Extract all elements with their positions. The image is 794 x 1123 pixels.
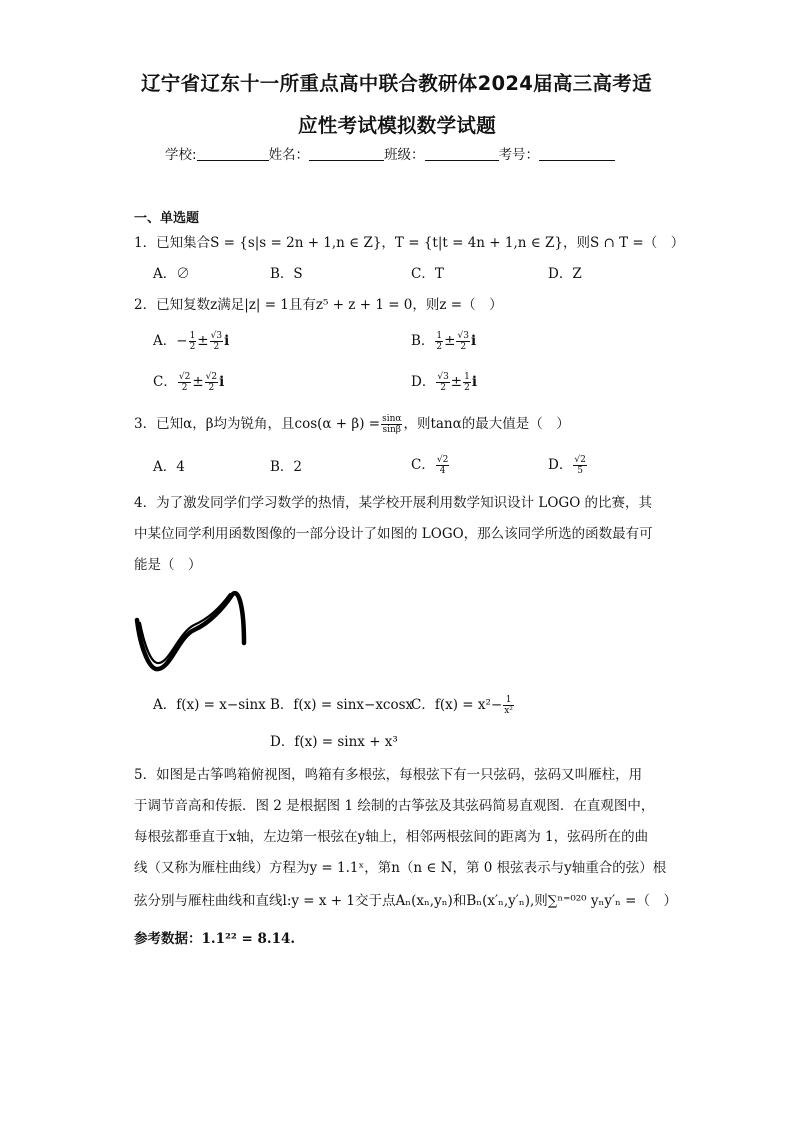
q2-b-frac2-num: √3 [457, 331, 469, 341]
q2-option-c [153, 372, 224, 393]
q3-option-b: B．2 [270, 459, 303, 475]
logo-curve-outer [137, 593, 244, 669]
q3-d-num: √2 [574, 455, 586, 465]
q4-option-d: D．f(x) = sinx + x³ [270, 734, 398, 750]
q3-frac-num: sinα [382, 414, 402, 424]
q2-b-frac1 [435, 331, 443, 352]
q1-option-c: C．T [411, 266, 444, 282]
class-label: 班级： [384, 147, 425, 163]
title-line-1: 辽宁省辽东十一所重点高中联合教研体2024届高三高考适 [141, 72, 652, 95]
q3-c-num: √2 [436, 455, 449, 465]
q4-c-num: 1 [503, 695, 514, 706]
section-heading: 一、单选题 [134, 211, 200, 226]
logo-curve-inner [140, 594, 230, 663]
q4-line-1: 4．为了激发同学们学习数学的热情，某学校开展利用数学知识设计 LOGO 的比赛，其 [134, 495, 653, 511]
q1-option-b: B．S [270, 266, 303, 282]
q2-b-unit: i [470, 333, 477, 349]
q2-b-frac2-den: 2 [460, 342, 467, 352]
q2-a-frac1 [189, 331, 197, 352]
name-blank[interactable] [309, 146, 384, 161]
q4-line-3: 能是（ ） [134, 557, 202, 573]
q2-c-label: C． [153, 374, 177, 390]
q2-c-frac2 [205, 372, 218, 393]
exam-number-label: 考号： [498, 147, 540, 163]
q2-d-frac1 [436, 372, 449, 393]
q3-option-a: A．4 [153, 459, 185, 475]
q5-line-4: 线（又称为雁柱曲线）方程为y = 1.1ˣ，第n（n ∈ N，第 0 根弦表示与y轴重合的弦）根 [134, 860, 667, 876]
q4-option-a: A．f(x) = x−sinx [153, 697, 266, 713]
q3-frac-den: sinβ [382, 425, 402, 435]
q3-c-frac [436, 455, 449, 476]
q2-a-unit: i [224, 333, 230, 349]
q2-option-d [411, 372, 477, 393]
q2-stem: 2．已知复数z满足|z| = 1且有z⁵ + z + 1 = 0，则z =（ ） [134, 297, 503, 313]
q3-option-c [411, 455, 450, 476]
q2-b-frac1-num: 1 [436, 331, 443, 341]
q2-d-frac1-num: √3 [437, 372, 449, 382]
q4-line-2: 中某位同学利用函数图像的一部分设计了如图的 LOGO，那么该同学所选的函数最有可 [134, 526, 653, 542]
class-blank[interactable] [425, 146, 499, 161]
q2-a-frac1-den: 2 [189, 342, 196, 352]
q3-stem-a: 3．已知α，β均为锐角，且cos(α + β) = [134, 416, 381, 432]
q2-c-frac2-den: 2 [208, 383, 215, 393]
q2-b-frac2 [456, 331, 469, 352]
q2-b-pm: ± [444, 333, 456, 349]
q2-a-frac1-num: 1 [189, 331, 196, 341]
q5-reference-data: 参考数据：1.1²² = 8.14. [134, 931, 296, 947]
q2-b-label: B． [411, 333, 435, 349]
q1-option-d: D．Z [548, 266, 582, 282]
q1-option-a: A．∅ [153, 266, 190, 282]
q2-c-frac2-num: √2 [205, 372, 218, 382]
q4-c-den: x² [504, 706, 513, 716]
q2-a-frac2 [210, 331, 223, 352]
info-row [165, 143, 615, 163]
q4-option-c [411, 695, 515, 716]
q5-line-3: 每根弦都垂直于x轴，左边第一根弦在y轴上，相邻两根弦间的距离为 1，弦码所在的曲 [134, 829, 649, 845]
school-label: 学校: [165, 147, 197, 163]
q2-a-label: A． [153, 333, 177, 349]
q3-c-label: C． [411, 457, 435, 473]
q2-d-frac2-den: 2 [464, 383, 470, 393]
q2-a-frac2-num: √3 [210, 331, 223, 341]
q1-stem: 1．已知集合S = {s|s = 2n + 1,n ∈ Z}，T = {t|t = 4n + 1,n ∈ Z}，则S ∩ T =（ ） [134, 235, 685, 251]
q2-c-frac1 [178, 372, 191, 393]
logo-figure [128, 585, 253, 680]
q2-d-unit: i [471, 374, 477, 390]
q3-d-label: D． [548, 457, 573, 473]
q2-d-label: D． [411, 374, 436, 390]
q2-c-frac1-num: √2 [178, 372, 191, 382]
q2-c-pm: ± [192, 374, 204, 390]
q4-c-frac [503, 695, 514, 716]
q2-d-pm: ± [450, 374, 463, 390]
q3-stem-b: ，则tanα的最大值是（ ） [403, 416, 570, 432]
q2-b-frac1-den: 2 [436, 342, 443, 352]
q3-d-frac [573, 455, 586, 476]
q5-line-2: 于调节音高和传振．图 2 是根据图 1 绘制的古筝弦及其弦码简易直观图．在直观图中， [134, 798, 655, 814]
q2-d-frac1-den: 2 [440, 383, 446, 393]
q3-stem [134, 414, 570, 435]
q3-frac [381, 414, 402, 435]
q2-option-b [411, 331, 476, 352]
q3-c-den: 4 [439, 466, 446, 476]
q2-a-pm: ± [197, 333, 209, 349]
title-line-2: 应性考试模拟数学试题 [298, 114, 497, 137]
q4-option-b: B．f(x) = sinx−xcosx [270, 697, 414, 713]
q2-a-sign: − [176, 333, 188, 349]
q2-option-a [153, 331, 229, 352]
q3-d-den: 5 [577, 466, 583, 476]
q2-c-unit: i [219, 374, 225, 390]
exam-number-blank[interactable] [539, 146, 615, 161]
q3-option-d [548, 455, 588, 476]
q2-d-frac2-num: 1 [464, 372, 470, 382]
q2-d-frac2 [463, 372, 471, 393]
q4-c-main: C．f(x) = x²− [411, 697, 503, 713]
name-label: 姓名： [268, 147, 310, 163]
q5-line-5: 弦分别与雁柱曲线和直线l:y = x + 1交于点Aₙ(xₙ,yₙ)和Bₙ(x′ₙ,y′ₙ),则∑ⁿ⁼⁰²⁰ yₙy′ₙ =（ ） [134, 893, 677, 909]
q2-c-frac1-den: 2 [181, 383, 188, 393]
q5-line-1: 5．如图是古筝鸣箱俯视图，鸣箱有多根弦，每根弦下有一只弦码，弦码又叫雁柱，用 [134, 767, 643, 783]
school-blank[interactable] [197, 146, 269, 161]
q2-a-frac2-den: 2 [213, 342, 220, 352]
